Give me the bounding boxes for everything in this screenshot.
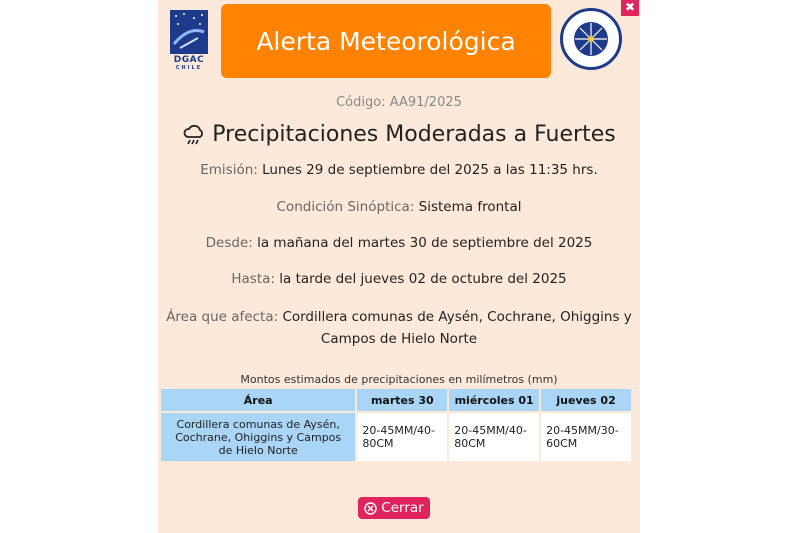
alert-header-title: Alerta Meteorológica (256, 26, 516, 56)
emission-line: Emisión: Lunes 29 de septiembre del 2025 a las 11:35 hrs. (200, 162, 598, 178)
header-miercoles: miércoles 01 (449, 389, 539, 411)
area-line: Área que afecta: Cordillera comunas de Aysén, Cochrane, Ohiggins y (166, 309, 632, 325)
close-circle-icon (364, 502, 377, 515)
dgac-logo-sub: CHILE (175, 65, 203, 71)
cell-area: Cordillera comunas de Aysén, Cochrane, Ohiggins y Campos de Hielo Norte (161, 413, 355, 461)
cell-jueves: 20-45MM/30-60CM (541, 413, 631, 461)
header-area: Área (161, 389, 355, 411)
table-header-row (161, 389, 631, 411)
close-button-label: Cerrar (381, 500, 424, 516)
header-martes: martes 30 (357, 389, 447, 411)
close-x-button[interactable]: ✖ (621, 0, 639, 16)
alert-modal (158, 0, 640, 533)
condition-line: Condición Sinóptica: Sistema frontal (276, 199, 522, 215)
from-line: Desde: la mañana del martes 30 de septiembre del 2025 (205, 235, 593, 251)
table-row (161, 413, 631, 461)
dgac-logo (170, 10, 208, 71)
rain-cloud-icon (182, 124, 206, 146)
alert-code: Código: AA91/2025 (336, 95, 462, 110)
table-caption: Montos estimados de precipitaciones en milímetros (mm) (240, 373, 558, 386)
area-line-2: Campos de Hielo Norte (320, 331, 478, 347)
cell-miercoles: 20-45MM/40-80CM (449, 413, 539, 461)
header-jueves: jueves 02 (541, 389, 631, 411)
alert-title: Precipitaciones Moderadas a Fuertes (158, 122, 640, 147)
dgac-logo-text: DGAC (173, 55, 205, 65)
meteorologica-seal-logo (560, 8, 622, 70)
precipitation-table (159, 387, 633, 463)
alert-header (221, 4, 551, 78)
close-button[interactable] (358, 497, 430, 519)
cell-martes: 20-45MM/40-80CM (357, 413, 447, 461)
to-line: Hasta: la tarde del jueves 02 de octubre del 2025 (231, 271, 567, 287)
